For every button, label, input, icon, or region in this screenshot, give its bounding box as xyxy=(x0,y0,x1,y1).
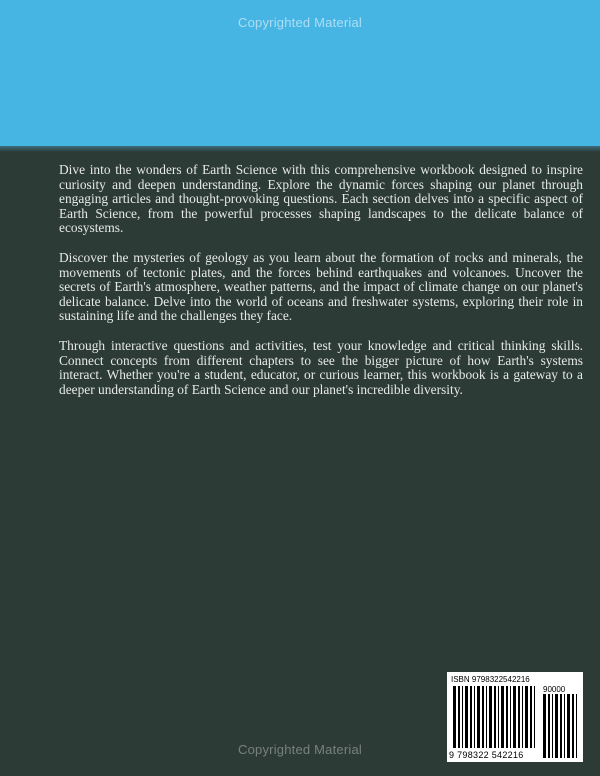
barcode-bar xyxy=(458,686,460,748)
barcode-bar xyxy=(489,686,492,748)
price-code: 90000 xyxy=(543,685,566,694)
band-divider xyxy=(0,146,600,152)
barcode-bar xyxy=(470,686,472,748)
watermark-bottom: Copyrighted Material xyxy=(238,742,362,757)
barcode-bar xyxy=(465,686,468,748)
barcode-bar xyxy=(494,686,496,748)
barcode-bar xyxy=(518,686,520,748)
blurb-paragraph-1: Dive into the wonders of Earth Science with this comprehensive workbook designed to inspire curiosity and deepen understanding. Explore the dynamic forces shaping our planet through engaging articles and thought-provoking questions. Each section delves into a specific aspect of Earth Science, from the powerful processes shaping landscapes to the delicate balance of ecosystems. xyxy=(59,162,583,236)
watermark-top: Copyrighted Material xyxy=(238,15,362,30)
barcode-bar xyxy=(513,686,516,748)
barcode-bar xyxy=(474,686,475,748)
barcode-bar xyxy=(486,686,487,748)
ean-digits: 9 798322 542216 xyxy=(449,750,524,760)
ean-barcode-bars xyxy=(453,686,539,748)
barcode-bar xyxy=(510,686,511,748)
blurb-paragraph-3: Through interactive questions and activities, test your knowledge and critical thinking skills. Connect concepts from different chapters to see the bigger picture of how Earth's systems interact. Whether you're a student, educator, or curious learner, this workbook is a gateway to a deeper understanding of Earth Science and our planet's incredible diversity. xyxy=(59,337,583,397)
barcode-bar xyxy=(453,686,456,748)
barcode-bar xyxy=(522,686,523,748)
barcode-bar xyxy=(530,686,532,748)
barcode-bar xyxy=(462,686,463,748)
barcode-bar xyxy=(498,686,499,748)
barcode-bar xyxy=(501,686,504,748)
barcode-bar xyxy=(534,686,535,748)
barcode-bar xyxy=(482,686,484,748)
back-cover-blurb xyxy=(59,163,583,412)
isbn-label: ISBN 9798322542216 xyxy=(451,675,530,684)
barcode-bar xyxy=(506,686,508,748)
barcode-bar xyxy=(477,686,480,748)
blurb-paragraph-2: Discover the mysteries of geology as you learn about the formation of rocks and minerals, the movements of tectonic plates, and the forces behind earthquakes and volcanoes. Uncover the secrets of Earth's atmosphere, weather patterns, and the impact of climate change on our planet's delicate balance. Delve into the world of oceans and freshwater systems, exploring their role in sustaining life and the challenges they face. xyxy=(59,249,583,324)
barcode-bar xyxy=(525,686,528,748)
